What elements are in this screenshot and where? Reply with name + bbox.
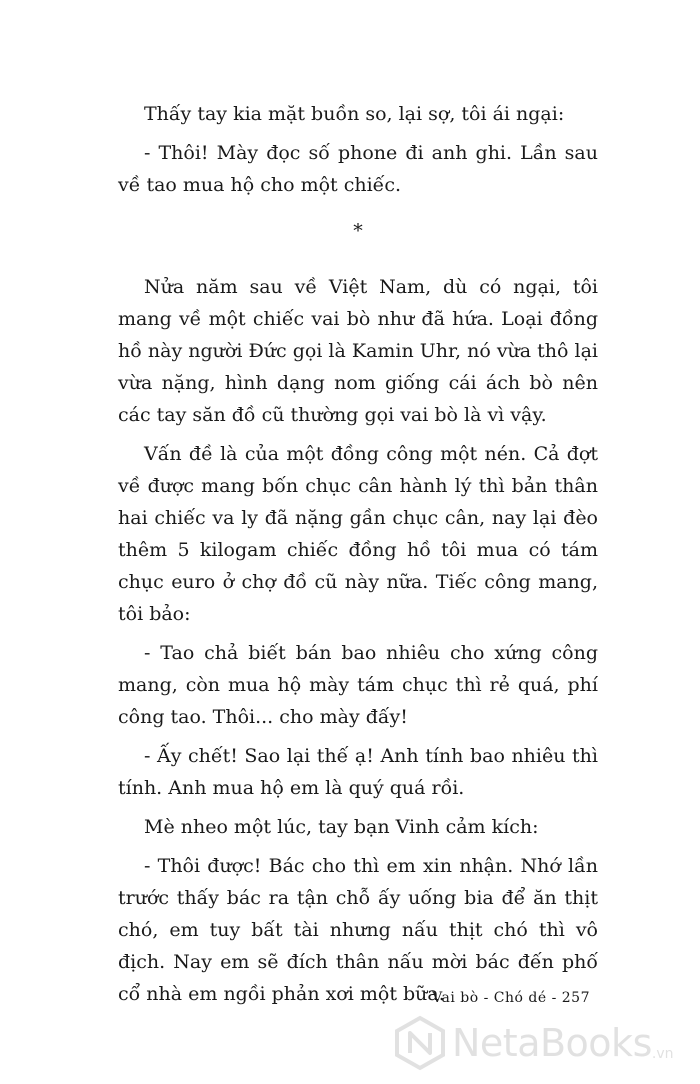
netabooks-logo-icon xyxy=(392,1015,448,1071)
paragraph: Vấn đề là của một đồng công một nén. Cả đợt về được mang bốn chục cân hành lý thì bản thân hai chiếc va ly đã nặng gần chục cân, nay lại đèo thêm 5 kilogam chiếc đồng hồ tôi mua có tám chục euro ở chợ đồ cũ này nữa. Tiếc công mang, tôi bảo: xyxy=(118,443,598,625)
paragraph: - Ấy chết! Sao lại thế ạ! Anh tính bao nhiêu thì tính. Anh mua hộ em là quý quá rồi. xyxy=(118,745,598,799)
watermark-suffix: .vn xyxy=(651,1046,674,1062)
paragraph: Thấy tay kia mặt buồn so, lại sợ, tôi ái ngại: xyxy=(144,103,565,125)
paragraph: - Tao chả biết bán bao nhiêu cho xứng công mang, còn mua hộ mày tám chục thì rẻ quá, phí công tao. Thôi... cho mày đấy! xyxy=(118,642,598,728)
section-separator: * xyxy=(353,220,363,242)
paragraph: - Thôi được! Bác cho thì em xin nhận. Nhớ lần trước thấy bác ra tận chỗ ấy uống bia để ăn thịt chó, em tuy bất tài nhưng nấu thịt chó thì vô địch. Nay em sẽ đích thân nấu mời bác đến phố cổ nhà em ngồi phản xơi một bữa. xyxy=(118,855,598,1005)
paragraph: - Thôi! Mày đọc số phone đi anh ghi. Lần sau về tao mua hộ cho một chiếc. xyxy=(118,142,598,196)
paragraph: Mè nheo một lúc, tay bạn Vinh cảm kích: xyxy=(144,816,539,838)
page-footer: Vai bò - Chó dé - 257 xyxy=(432,990,590,1006)
page-body xyxy=(118,98,598,1017)
paragraph: Nửa năm sau về Việt Nam, dù có ngại, tôi mang về một chiếc vai bò như đã hứa. Loại đồng hồ này người Đức gọi là Kamin Uhr, nó vừa thô lại vừa nặng, hình dạng nom giống cái ách bò nên các tay săn đồ cũ thường gọi vai bò là vì vậy. xyxy=(118,276,598,426)
watermark xyxy=(392,1010,692,1076)
watermark-brand: NetaBooks xyxy=(452,1021,652,1065)
